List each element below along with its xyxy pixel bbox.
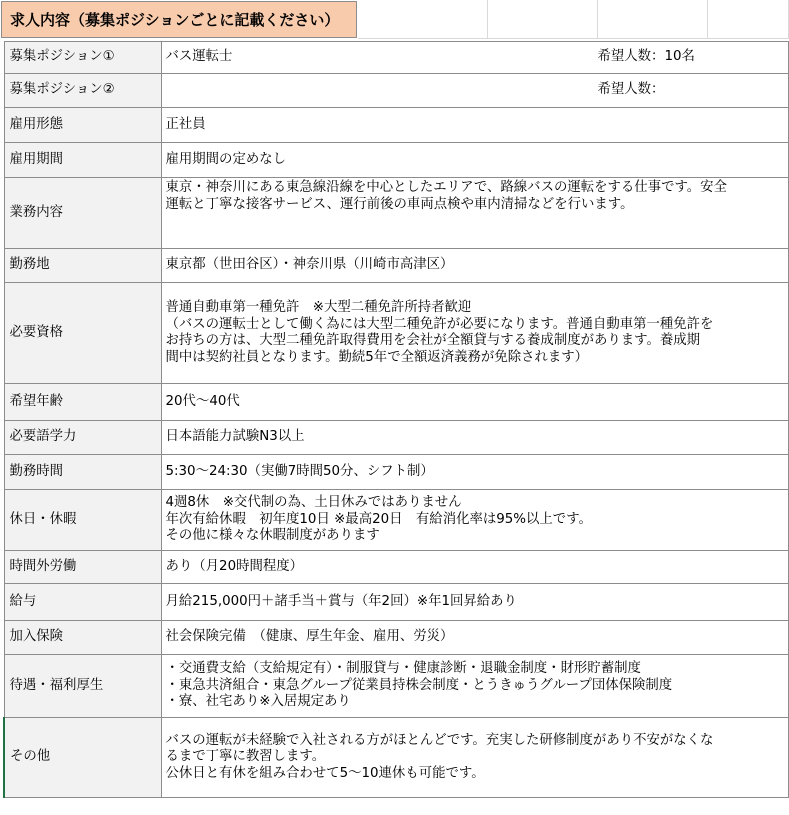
position2-headcount: 希望人数： <box>597 82 665 98</box>
table-row <box>4 143 789 178</box>
section-title[interactable]: 求人内容（募集ポジションごとに記載ください） <box>1 1 357 38</box>
qualifications-line: （バスの運転士として働く為には大型二種免許が必要になります。普通自動車第一種免許を <box>165 316 714 332</box>
insurance-value[interactable]: 社会保険完備 （健康、厚生年金、雇用、労災） <box>161 621 789 655</box>
language-value[interactable]: 日本語能力試験N3以上 <box>161 421 789 455</box>
benefits-label[interactable]: 待遇・福利厚生 <box>4 655 161 718</box>
benefits-line: ・交通費支給（支給規定有）・制服貸与・健康診断・退職金制度・財形貯蓄制度 <box>165 661 641 677</box>
hours-value[interactable]: 5:30～24:30（実働7時間50分、シフト制） <box>161 455 789 490</box>
salary-value[interactable]: 月給215,000円＋諸手当＋賞与（年2回）※年1回昇給あり <box>161 584 789 621</box>
duties-label[interactable]: 業務内容 <box>4 178 161 249</box>
other-line: バスの運転が未経験で入社される方がほとんどです。充実した研修制度があり不安がなくな <box>165 732 714 748</box>
table-row <box>4 490 789 551</box>
table-row <box>4 283 789 384</box>
duties-line: 東京・神奈川にある東急線沿線を中心としたエリアで、路線バスの運転をする仕事です。安全 <box>165 180 727 195</box>
table-row <box>4 108 789 143</box>
employment-type-value[interactable]: 正社員 <box>161 108 789 143</box>
table-row <box>4 718 789 798</box>
table-row <box>4 584 789 621</box>
other-line: るまで丁寧に教習します。 <box>165 749 326 765</box>
table-row <box>4 42 789 74</box>
age-value[interactable]: 20代～40代 <box>161 384 789 421</box>
table-row <box>4 249 789 283</box>
table-row <box>4 384 789 421</box>
salary-label[interactable]: 給与 <box>4 584 161 621</box>
other-line: 公休日と有休を組み合わせて5～10連休も可能です。 <box>165 765 485 781</box>
holidays-value[interactable] <box>161 490 789 551</box>
empty-cell[interactable] <box>708 0 789 39</box>
position2-value <box>166 82 598 99</box>
position2-cell[interactable] <box>161 74 789 108</box>
overtime-value[interactable]: あり（月20時間程度） <box>161 551 789 584</box>
holidays-label[interactable]: 休日・休暇 <box>4 490 161 551</box>
table-row <box>4 421 789 455</box>
holidays-line: その他に様々な休暇制度があります <box>165 528 380 544</box>
language-label[interactable]: 必要語学力 <box>4 421 161 455</box>
position1-value: バス運転士 <box>165 49 233 65</box>
position1-label[interactable]: 募集ポジション① <box>4 42 161 74</box>
qualifications-line: お持ちの方は、大型二種免許取得費用を会社が全額貸与する養成制度があります。養成期 <box>165 333 701 348</box>
qualifications-label[interactable]: 必要資格 <box>4 283 161 384</box>
benefits-line: ・寮、社宅あり※入居規定あり <box>165 694 351 710</box>
benefits-value[interactable] <box>161 655 789 718</box>
employment-period-label[interactable]: 雇用期間 <box>4 143 161 178</box>
qualifications-line: 普通自動車第一種免許 ※大型二種免許所持者歓迎 <box>165 300 472 315</box>
age-label[interactable]: 希望年齢 <box>4 384 161 421</box>
empty-cell[interactable] <box>358 0 488 39</box>
qualifications-value[interactable] <box>161 283 789 384</box>
table-row <box>4 655 789 718</box>
position1-headcount: 希望人数：10名 <box>597 49 695 65</box>
position1-cell[interactable] <box>161 42 789 74</box>
employment-period-value[interactable]: 雇用期間の定めなし <box>161 143 789 178</box>
table-row <box>4 74 789 108</box>
insurance-label[interactable]: 加入保険 <box>4 621 161 655</box>
hours-label[interactable]: 勤務時間 <box>4 455 161 490</box>
holidays-line: 4週8休 ※交代制の為、土日休みではありません <box>165 495 462 511</box>
position2-label[interactable]: 募集ポジション② <box>4 74 161 108</box>
qualifications-line: 間中は契約社員となります。勤続5年で全額返済義務が免除されます） <box>165 349 589 365</box>
overtime-label[interactable]: 時間外労働 <box>4 551 161 584</box>
location-label[interactable]: 勤務地 <box>4 249 161 283</box>
duties-value[interactable] <box>161 178 789 249</box>
duties-line: 運転と丁寧な接客サービス、運行前後の車両点検や車内清掃などを行います。 <box>165 196 634 212</box>
empty-cell[interactable] <box>598 0 708 39</box>
employment-type-label[interactable]: 雇用形態 <box>4 108 161 143</box>
table-row <box>4 551 789 584</box>
location-value[interactable]: 東京都（世田谷区）・神奈川県（川崎市高津区） <box>161 249 789 283</box>
empty-cell[interactable] <box>488 0 598 39</box>
table-row <box>4 621 789 655</box>
other-value[interactable] <box>161 718 789 798</box>
table-row <box>4 178 789 249</box>
table-row <box>4 455 789 490</box>
holidays-line: 年次有給休暇 初年度10日 ※最高20日 有給消化率は95%以上です。 <box>165 511 592 527</box>
job-details-table <box>3 41 789 798</box>
benefits-line: ・東急共済組合・東急グループ従業員持株会制度・とうきゅうグループ団体保険制度 <box>165 677 673 693</box>
other-label[interactable]: その他 <box>4 718 161 798</box>
